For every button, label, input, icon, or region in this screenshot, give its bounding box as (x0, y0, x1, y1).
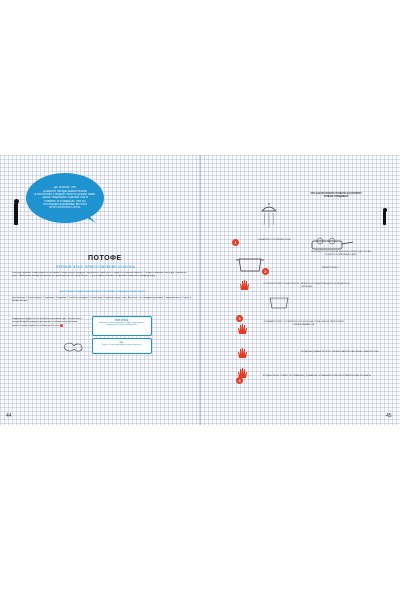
speech-bubble-tail-icon (82, 215, 96, 225)
book-gutter (199, 155, 201, 425)
speech-bubble-text: ДА, Я ЗНАЮ, ЧТО НАМНОГО ПРОЩЕ ЗАКИНУТЬ ВСЁ В КАСТРЮЛЮ С ВОДОЙ. ПРОСТО СКАЖИ СЕБЕ: «ДАНЬ ТРАДИЦИИ» И ДЕЛАЙ, КАК Я ГОВОРЮ. И Я ОБЕЩАЮ, ЧТО ТЫ ОСТАНЕШЬСЯ ДОВОЛЕН ВКУСОМ ЭТОГО ПРОСТОГО СУПА. (34, 186, 96, 210)
right-page-number: 45 (386, 413, 392, 419)
tip-box-2-title: Ну... (119, 340, 125, 344)
hand-stop-icon-3 (236, 347, 248, 359)
steps-paragraph (12, 318, 82, 328)
steps-text: Подрумяньте фрукт после обработки половинки лука. Залейте мясо холодной водой, доведите до кипения и снимите пену. Добавьте корень и травы, варите на слабом огне 3 часа. (12, 318, 82, 328)
recipe-subtitle: ПЕРВЫЙ ЭТАП: ПРИГОТОВЛЕНИЕ БУЛЬОНА (56, 265, 136, 269)
pot-mid-sketch-icon (268, 295, 290, 309)
ingredients-paragraph: Для бульона: 1 белый корень, 1 луковица, 2 моркови, 1 стебель сельдерея, 1 пучок трав, 5 горошин перца, соль. Для мяса: 1 кг говядины для варки, 1 мозговая кость, 2 лука, 1 зубчик чеснока. (12, 297, 192, 302)
shower-head-sketch-icon (258, 203, 280, 229)
chef-head-right-icon (383, 208, 387, 212)
tip-box-2 (92, 338, 152, 354)
top-note: ЧТО ЗНАЧИТ ВАРИТЬ ПОЛНУЮ КАСТРЮЛЮ? ТОЛЬКО ГОВЯДИНЫ! (310, 193, 362, 198)
hand-stop-icon-4 (236, 367, 248, 379)
section-header: НАШ ПЕРВЫЙ ПОДДЕРЖКА ПРИНЯТЬ ОСНОВАНИЕ: «ТРАДИЦИОННЫЙ РЕЦЕПТ» (59, 291, 147, 293)
step-circle-4: 4 (236, 377, 243, 384)
meat-bone-sketch-icon (62, 340, 84, 354)
intro-paragraph: Эти очень древнее блюдо родом из тех времён, когда разные продукты складывали в один котёл с водой и оставляли томиться. Отсюда и название: пот-о-фё, «горшок на огне». Приготовьте потофе правильно: не нужно бросать всё сразу. Вкусно — для каждого наличие, не бросайте сразу всё в холодную воду. (12, 272, 187, 277)
chef-head-icon (14, 199, 19, 204)
chef-silhouette-right-icon (383, 211, 386, 225)
tip-box-1-title: ВОТ И ВСЁ (115, 318, 129, 322)
step-marker-icon: 1 (61, 324, 63, 326)
tip-box-1-text: Вкусный бульон получается тогда, когда варится медленно на очень слабом огне. (99, 321, 145, 327)
step3-text: СНИМАЙТЕ ПЕНУ С ПОВЕРХНОСТИ БУЛЬОНА, ПОКА ОНА НЕ ПЕРЕСТАНЕТ ОБРАЗОВЫВАТЬСЯ. (263, 321, 345, 326)
chef-silhouette-icon (14, 203, 18, 225)
step5-text: КОГДА БУЛЬОН СТАНЕТ ПРОЗРАЧНЫМ, ДОБАВЬТЕ ОСТАВШИЕСЯ ОВОЩИ И ВАРИТЕ ЕЩЁ ПОЛЧАСА. (262, 375, 372, 377)
hand-stop-icon-1 (238, 279, 250, 291)
step2-label: ЗАЛЕЙТЕ МЯСО (321, 267, 339, 269)
tip-box-2-text: Вкусно, если приготовить бульон заранее. (102, 343, 142, 346)
step4-text: КОГДА ВЫ ДОБАВИТЕ ЛУК И ОВОЩИ, ВАРИТЕ НА ОЧЕНЬ СЛАБОМ ОГНЕ. (300, 351, 380, 353)
hand-stop-icon-2 (236, 323, 248, 335)
step2-text: ПОЛОЖИТЕ МЯСО В КАСТРЮЛЮ, ЗАЛЕЙТЕ ХОЛОДНОЙ ВОДОЙ И ДОВЕДИТЕ ДО КИПЕНИЯ. (263, 283, 351, 288)
tip-box-1 (92, 316, 152, 336)
left-page-number: 44 (6, 413, 12, 419)
recipe-title: ПОТОФЕ (88, 255, 122, 262)
pot-sketch-icon (236, 255, 264, 273)
step1-text: ПОЛОЖИТЕ ЛУК СРЕЗОМ ВНИЗ НА СКОВОРОДУ, ЧТОБЫ ПОЯВИЛСЯ КРАСИВЫЙ ЦВЕТ. (310, 251, 372, 256)
step-circle-3: 3 (236, 315, 243, 322)
step1-label: ОБЖАРЬТЕ ПОЛОВИНКИ ЛУКА (257, 239, 291, 241)
step-circle-2: 2 (262, 268, 269, 275)
book-spread (0, 155, 400, 425)
step-circle-1: 1 (232, 239, 239, 246)
